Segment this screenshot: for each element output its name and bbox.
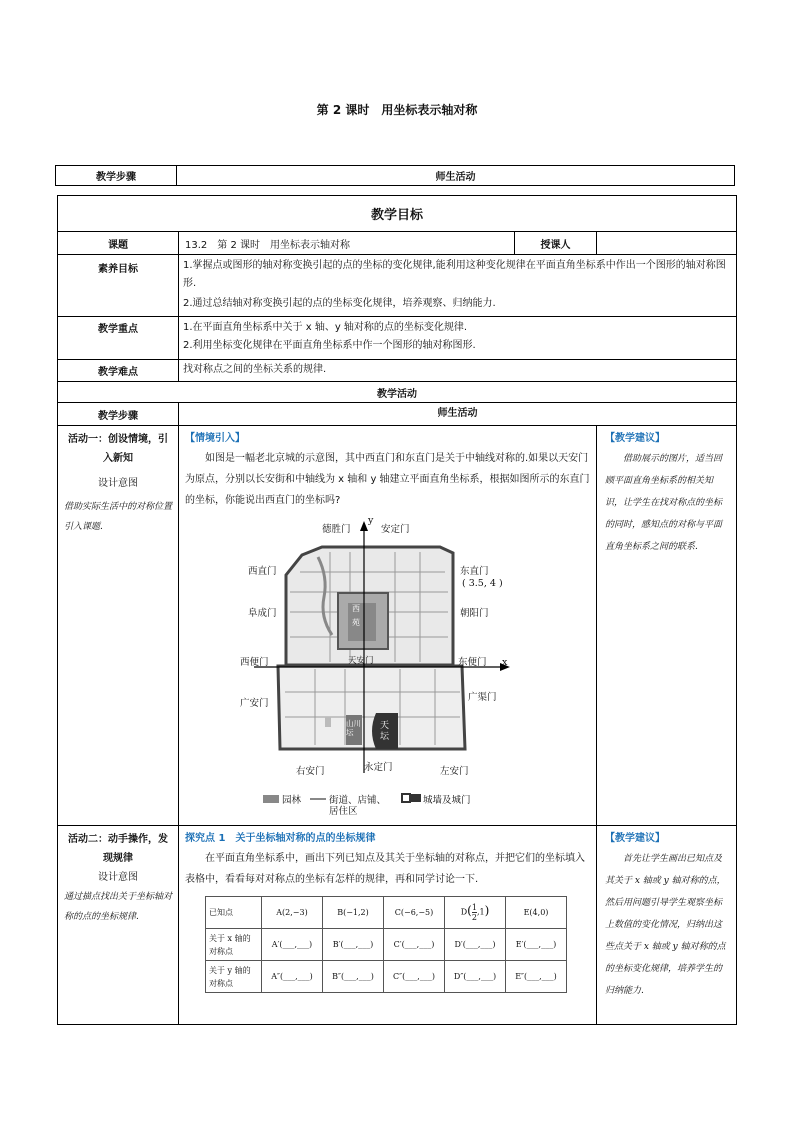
gate-dongzhimen-coord: ( 3.5, 4 )	[462, 578, 503, 589]
shanchuan-label: 山川坛	[346, 719, 361, 737]
activity-2-row	[58, 826, 736, 1024]
point-c: C(−6,−5)	[384, 897, 445, 929]
blank-a-dprime[interactable]: A″(___,___)	[262, 961, 323, 993]
point-d-name: D	[460, 907, 468, 917]
activity-1-note: 借助实际生活中的对称位置引入课题.	[64, 502, 173, 532]
blank-d-prime[interactable]: D′(___,___)	[445, 929, 506, 961]
point-d-den: 2	[471, 913, 477, 922]
gate-xibianmen: 西便门	[240, 657, 269, 668]
point-a: A(2,−3)	[262, 897, 323, 929]
gate-tiananmen: 天安门	[348, 656, 374, 666]
blank-e-dprime[interactable]: E″(___,___)	[506, 961, 567, 993]
topic-value: 13.2 第 2 课时 用坐标表示轴对称	[179, 232, 515, 254]
blank-a-prime[interactable]: A′(___,___)	[262, 929, 323, 961]
gate-guanganmen: 广安门	[240, 698, 269, 709]
key-point-2: 2.利用坐标变化规律在平面直角坐标系中作一个图形的轴对称图形.	[183, 340, 476, 351]
key-label: 教学重点	[58, 317, 179, 359]
activities-header-col2: 师生活动	[437, 408, 478, 419]
activity-2-design: 设计意图	[98, 872, 138, 883]
difficulty-row	[58, 360, 736, 382]
symmetry-table	[205, 896, 567, 993]
tiantan-label: 天坛	[380, 721, 390, 742]
point-d-num: 1	[471, 903, 477, 912]
steps-header	[55, 165, 735, 186]
activity-1-advice-tag: 【教学建议】	[605, 433, 665, 444]
legend-walls: 城墙及城门	[423, 795, 471, 806]
row-head-y-sym: 关于 y 轴的对称点	[206, 961, 262, 993]
point-d: D( $\frac{1}{2}$ ,1)	[445, 897, 506, 929]
blank-c-dprime[interactable]: C″(___,___)	[384, 961, 445, 993]
literacy-goal-1: 1.掌握点或图形的轴对称变换引起的点的坐标的变化规律,能利用这种变化规律在平面直角坐标系中作出一个图形的轴对称图形.	[183, 260, 726, 289]
xiyuan-label-1: 西	[352, 604, 360, 613]
key-point-1: 1.在平面直角坐标系中关于 x 轴、y 轴对称的点的坐标变化规律.	[183, 322, 468, 333]
table-row	[206, 929, 567, 961]
y-axis-label: y	[368, 515, 374, 526]
activity-1-advice: 借助展示的图片，适当回顾平面直角坐标系的相关知识，让学生在找对称点的坐标的同时，感知点的对称与平面直角坐标系之间的联系.	[605, 454, 723, 552]
steps-header-col2: 师生活动	[435, 172, 476, 183]
point-e: E(4,0)	[506, 897, 567, 929]
gate-dongzhimen: 东直门	[460, 566, 489, 577]
key-row	[58, 317, 736, 360]
topic-label: 课题	[58, 232, 179, 254]
blank-e-prime[interactable]: E′(___,___)	[506, 929, 567, 961]
point-b: B(−1,2)	[323, 897, 384, 929]
x-axis-label: x	[502, 657, 508, 668]
lesson-table	[57, 195, 737, 1025]
activity-2-advice: 首先让学生画出已知点及其关于 x 轴或 y 轴对称的点，然后用问题引导学生观察坐标上数值的变化情况，归纳出这些点关于 x 轴或 y 轴对称的点的坐标变化规律，培养学生的归纳能力.	[605, 854, 726, 996]
legend-garden: 园林	[282, 795, 302, 806]
page-title: 第 2 课时 用坐标表示轴对称	[316, 103, 478, 117]
blank-c-prime[interactable]: C′(___,___)	[384, 929, 445, 961]
steps-header-col1: 教学步骤	[56, 166, 177, 185]
activity-2-advice-tag: 【教学建议】	[605, 833, 665, 844]
literacy-row	[58, 255, 736, 317]
activities-heading: 教学活动	[58, 382, 736, 403]
activities-header-col1: 教学步骤	[58, 403, 179, 425]
gate-yongdingmen: 永定门	[364, 762, 393, 773]
activity-1-design: 设计意图	[98, 478, 138, 489]
table-row	[206, 961, 567, 993]
activity-2-title: 活动二：动手操作，发现规律	[68, 834, 168, 864]
literacy-goal-2: 2.通过总结轴对称变换引起的点的坐标变化规律，培养观察、归纳能力.	[183, 298, 496, 309]
row-head-x-sym: 关于 x 轴的对称点	[206, 929, 262, 961]
activities-header	[58, 403, 736, 426]
legend-residential: 居住区	[329, 806, 358, 817]
topic-row	[58, 232, 736, 255]
gate-youanmen: 右安门	[296, 766, 325, 777]
gate-fuchengmen: 阜成门	[248, 608, 277, 619]
blank-b-prime[interactable]: B′(___,___)	[323, 929, 384, 961]
gate-zuoanmen: 左安门	[440, 766, 469, 777]
gate-guangqumen: 广渠门	[468, 692, 497, 703]
point-d-y: 1	[479, 907, 485, 917]
blank-b-dprime[interactable]: B″(___,___)	[323, 961, 384, 993]
gate-chaoyangmen: 朝阳门	[460, 608, 489, 619]
gate-dongbianmen: 东便门	[458, 657, 487, 668]
activity-1-text: 如图是一幅老北京城的示意图，其中西直门和东直门是关于中轴线对称的.如果以天安门为原点，分别以长安街和中轴线为 x 轴和 y 轴建立平面直角坐标系，根据如图所示的东直门的坐标，你能说出西直门的坐标吗?	[185, 453, 590, 506]
literacy-label: 素养目标	[58, 255, 179, 316]
activity-1-row	[58, 426, 736, 826]
table-row	[206, 897, 567, 929]
gate-xizhimen: 西直门	[248, 566, 277, 577]
activity-2-text: 在平面直角坐标系中，画出下列已知点及其关于坐标轴的对称点，并把它们的坐标填入表格中，看看每对对称点的坐标有怎样的规律，再和同学讨论一下.	[185, 853, 585, 885]
xiyuan-label-2: 苑	[352, 618, 360, 627]
blank-d-dprime[interactable]: D″(___,___)	[445, 961, 506, 993]
activity-2-note: 通过描点找出关于坐标轴对称的点的坐标规律.	[64, 892, 173, 922]
difficulty-label: 教学难点	[58, 360, 179, 381]
goals-heading: 教学目标	[58, 196, 736, 232]
activity-1-tag: 【情境引入】	[185, 433, 245, 444]
gate-andingmen: 安定门	[381, 524, 410, 535]
gate-deshengmen: 德胜门	[322, 524, 351, 535]
teacher-value	[597, 232, 736, 254]
row-head-known: 已知点	[206, 897, 262, 929]
legend-streets: 街道、店铺、	[329, 795, 387, 806]
activity-1-title: 活动一：创设情境，引入新知	[68, 434, 168, 464]
beijing-map	[240, 515, 520, 817]
teacher-label: 授课人	[515, 232, 597, 254]
activity-2-tag: 探究点 1 关于坐标轴对称的点的坐标规律	[185, 833, 376, 844]
difficulty-value: 找对称点之间的坐标关系的规律.	[183, 364, 327, 375]
